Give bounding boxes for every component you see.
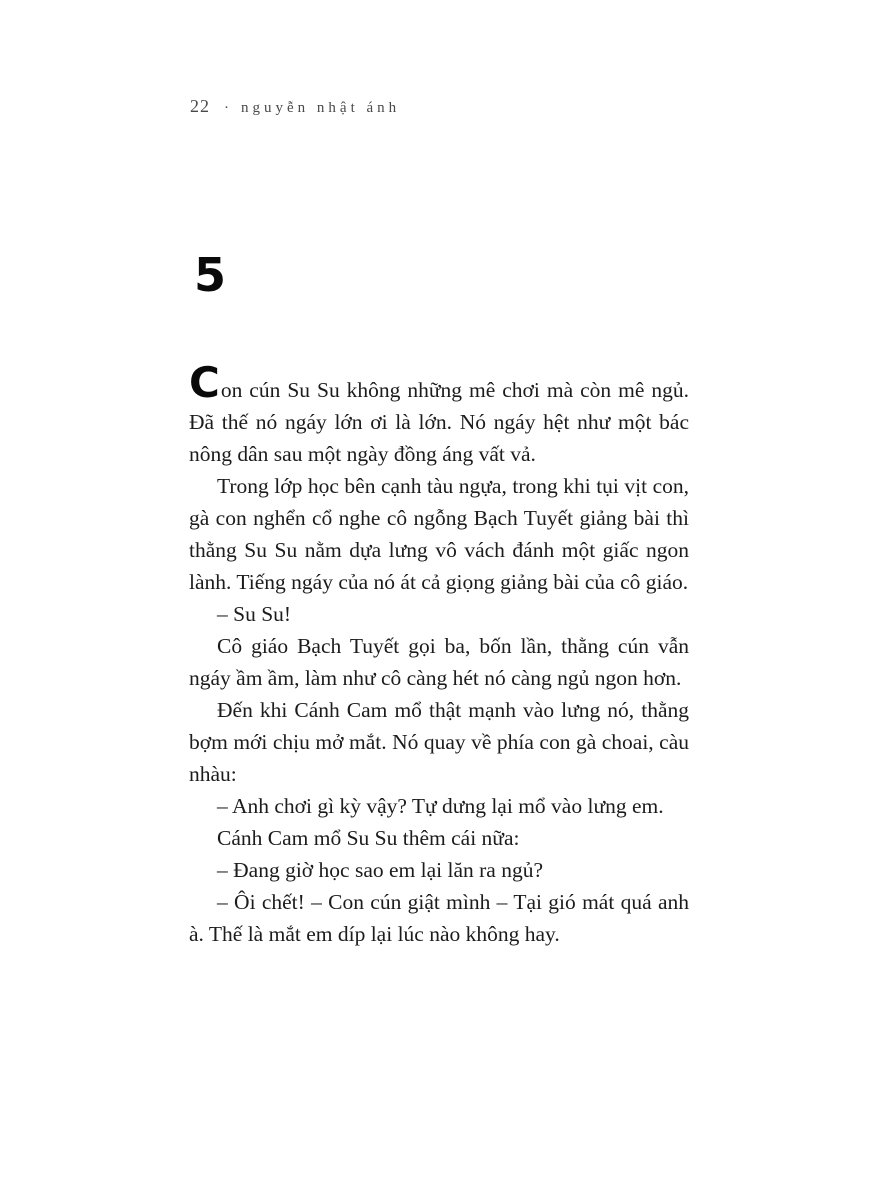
paragraph-text: Cánh Cam mổ Su Su thêm cái nữa:: [217, 826, 520, 850]
paragraph: [189, 470, 689, 598]
running-header: [190, 96, 400, 117]
paragraph-text: Đến khi Cánh Cam mổ thật mạnh vào lưng nó, thằng bợm mới chịu mở mắt. Nó quay về phía con gà choai, càu nhàu:: [189, 698, 689, 786]
paragraph: [189, 822, 689, 854]
paragraph: [189, 854, 689, 886]
paragraph-text: on cún Su Su không những mê chơi mà còn mê ngủ. Đã thế nó ngáy lớn ơi là lớn. Nó ngáy hệt như một bác nông dân sau một ngày đồng áng vất vả.: [189, 378, 689, 466]
paragraph-text: Trong lớp học bên cạnh tàu ngựa, trong khi tụi vịt con, gà con nghển cổ nghe cô ngỗng Bạch Tuyết giảng bài thì thằng Su Su nằm dựa lưng vô vách đánh một giấc ngon lành. Tiếng ngáy của nó át cả giọng giảng bài của cô giáo.: [189, 474, 689, 594]
author-name: nguyễn nhật ánh: [241, 100, 401, 116]
paragraph-text: – Su Su!: [217, 602, 292, 626]
body-text: [189, 358, 689, 950]
paragraph: [189, 630, 689, 694]
dropcap-initial: C: [189, 358, 221, 407]
paragraph-text: – Anh chơi gì kỳ vậy? Tự dưng lại mổ vào lưng em.: [217, 794, 664, 818]
page-number: 22: [190, 96, 210, 116]
chapter-number: 5: [194, 248, 227, 302]
paragraph: [189, 694, 689, 790]
paragraph-text: – Đang giờ học sao em lại lăn ra ngủ?: [217, 858, 544, 882]
paragraph: [189, 358, 689, 470]
paragraph-text: Cô giáo Bạch Tuyết gọi ba, bốn lần, thằng cún vẫn ngáy ầm ầm, làm như cô càng hét nó càng ngủ ngon hơn.: [189, 634, 689, 690]
paragraph-text: – Ôi chết! – Con cún giật mình – Tại gió mát quá anh à. Thế là mắt em díp lại lúc nào không hay.: [189, 890, 689, 946]
paragraph: [189, 598, 689, 630]
paragraph: [189, 790, 689, 822]
header-separator-dot: ·: [224, 100, 229, 116]
paragraph: [189, 886, 689, 950]
